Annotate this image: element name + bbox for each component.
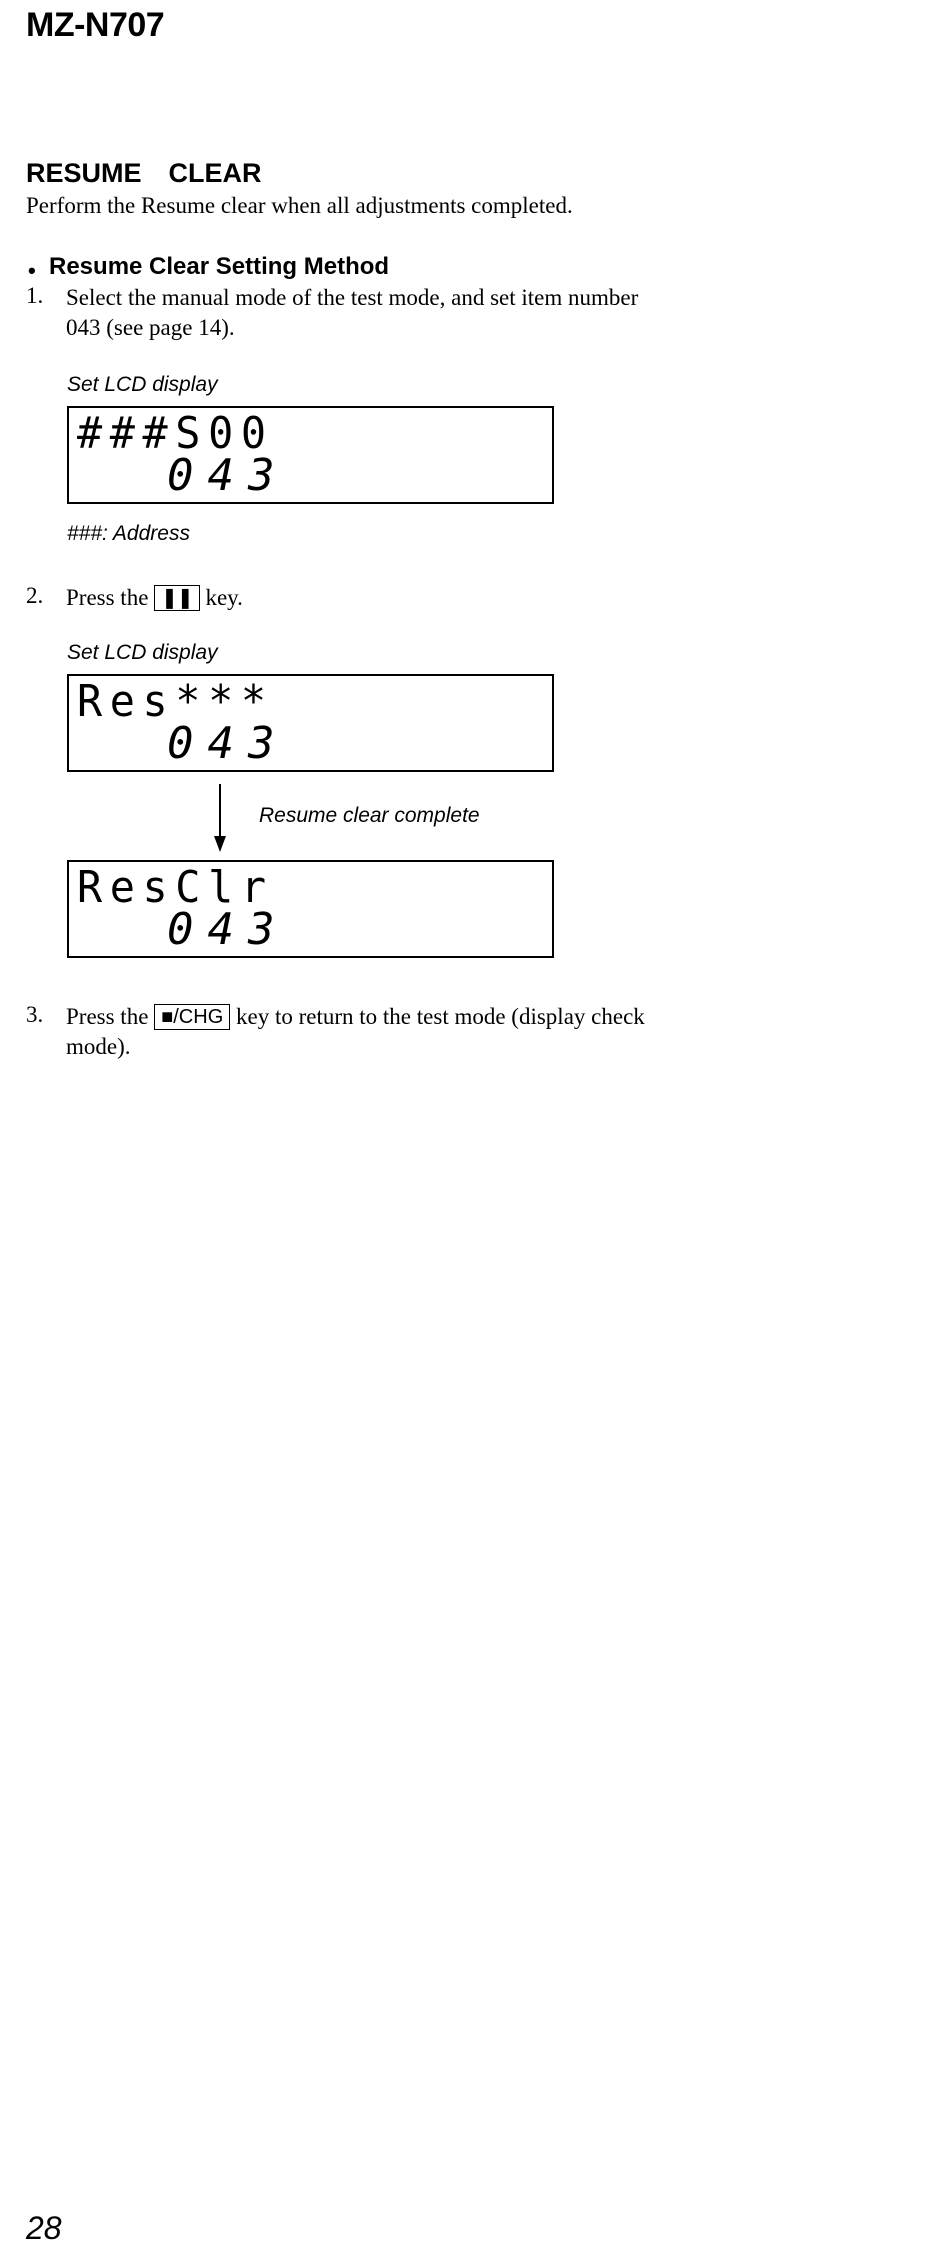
step-3-suffix: key to return to the test mode (display check xyxy=(236,1004,645,1029)
lcd-display-1 xyxy=(67,406,554,504)
lcd-display-2-line-1: Res*** xyxy=(77,676,274,727)
address-note: ###: Address xyxy=(67,522,190,545)
step-2-text xyxy=(66,583,243,613)
bullet-icon: • xyxy=(28,258,36,283)
section-title: RESUME CLEAR xyxy=(26,158,262,188)
lcd-display-2 xyxy=(67,674,554,772)
step-2-suffix: key. xyxy=(205,585,243,610)
step-2-number: 2. xyxy=(26,583,44,608)
intro-text: Perform the Resume clear when all adjustments completed. xyxy=(26,193,573,218)
step-2-prefix: Press the xyxy=(66,585,149,610)
step-1-text xyxy=(66,283,638,343)
step-3-line-2: mode). xyxy=(66,1034,131,1059)
lcd-display-3-line-2: 043 xyxy=(167,904,289,955)
model-name: MZ-N707 xyxy=(26,6,165,44)
lcd-caption-1: Set LCD display xyxy=(67,373,218,396)
lcd-display-1-line-2: 043 xyxy=(167,450,289,501)
step-3-line-1 xyxy=(66,1002,645,1032)
stop-chg-key-icon xyxy=(154,1004,230,1030)
page-number: 28 xyxy=(26,2210,62,2246)
step-3-prefix: Press the xyxy=(66,1004,149,1029)
lcd-display-3-line-1: ResClr xyxy=(77,862,274,913)
method-title: Resume Clear Setting Method xyxy=(49,253,390,280)
step-1-number: 1. xyxy=(26,283,44,308)
lcd-display-2-line-2: 043 xyxy=(167,718,289,769)
lcd-display-3 xyxy=(67,860,554,958)
down-arrow-icon xyxy=(208,784,232,854)
step-3-number: 3. xyxy=(26,1002,44,1027)
lcd-caption-2: Set LCD display xyxy=(67,641,218,664)
stop-chg-key-label: ■/CHG xyxy=(161,1006,224,1028)
pause-key-label: ❚❚ xyxy=(161,587,193,609)
step-3-text xyxy=(66,1002,645,1062)
transition-label: Resume clear complete xyxy=(259,804,480,827)
lcd-display-1-line-1: ###S00 xyxy=(77,408,274,459)
pause-key-icon xyxy=(154,585,200,611)
step-1-line-2: 043 (see page 14). xyxy=(66,315,235,340)
step-1-line-1: Select the manual mode of the test mode, and set item number xyxy=(66,285,639,310)
